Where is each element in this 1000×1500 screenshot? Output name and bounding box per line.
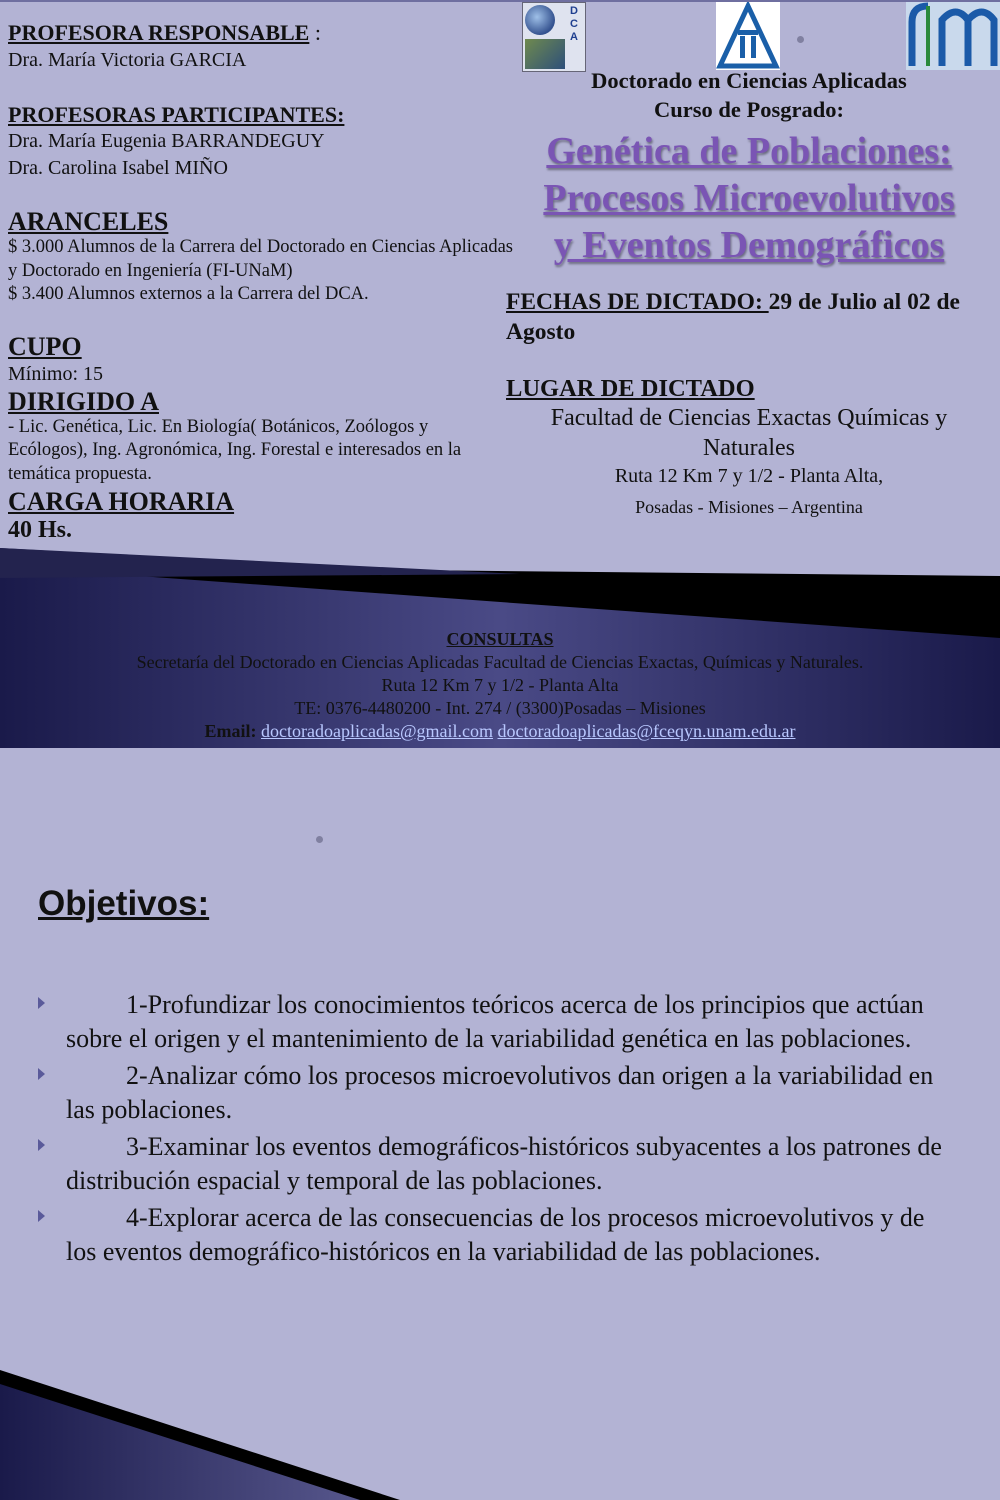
objetivo-text: 1-Profundizar los conocimientos teóricos acerca de los principios que actúan sobre el origen y el mantenimiento de la variabilidad genética en las poblaciones. [66,990,924,1053]
objetivo-item [38,1130,958,1197]
dca-logo-molecule [525,5,555,35]
participantes-title: PROFESORAS PARTICIPANTES: [8,102,345,127]
objetivo-text: 3-Examinar los eventos demográficos-históricos subyacentes a los patrones de distribución espacial y temporal de las poblaciones. [66,1132,942,1195]
aranceles-1: $ 3.000 Alumnos de la Carrera del Doctorado en Ciencias Aplicadas y Doctorado en Ingeniería (FI-UNaM) [8,237,514,281]
dca-logo-letters: D C A [570,5,578,43]
consultas-block [0,628,1000,743]
objetivo-item [38,1059,958,1126]
bullet-arrow-icon [38,1068,45,1080]
responsable-block [8,20,513,47]
participante-1: Dra. María Eugenia BARRANDEGUY [8,130,325,152]
dca-logo [522,2,586,72]
course-type: Curso de Posgrado: [654,97,844,122]
responsable-colon: : [309,20,321,45]
lugar-city: Posadas - Misiones – Argentina [635,497,863,517]
carga-title: CARGA HORARIA [8,487,235,516]
objetivo-item [38,1201,958,1268]
lugar-place: Facultad de Ciencias Exactas Químicas y Naturales [550,405,948,461]
objetivos-list [38,988,958,1272]
left-column [8,20,513,544]
objetivo-item [38,988,958,1055]
fechas [506,287,992,347]
fechas-label: FECHAS DE DICTADO: [506,289,769,315]
top-border [0,0,1000,2]
participante-2: Dra. Carolina Isabel MIÑO [8,157,228,179]
fi-logo [716,2,780,70]
bottom-swoosh [0,1370,1000,1500]
cupo-value: Mínimo: 15 [8,362,104,385]
course-title-line-1: Genética de Poblaciones: [546,130,952,172]
aranceles-2: $ 3.400 Alumnos externos a la Carrera del DCA. [8,284,369,304]
consultas-title: CONSULTAS [446,629,554,649]
dirigido-title: DIRIGIDO A [8,386,159,416]
objetivo-text: 2-Analizar cómo los procesos microevolutivos dan origen a la variabilidad en las poblaciones. [66,1061,934,1124]
dirigido-value: - Lic. Genética, Lic. En Biología( Botánicos, Zoólogos y Ecólogos), Ing. Agronómica, Ing. Forestal e interesados en la temática propuesta. [8,416,462,484]
fechas-value: 29 de Julio al 02 de Agosto [506,289,960,345]
email-label: Email: [204,721,262,741]
consultas-email-row [0,720,1000,743]
bullet-arrow-icon [38,1210,45,1222]
course-title [506,128,992,269]
responsable-name: Dra. María Victoria GARCIA [8,49,247,71]
responsable-title: PROFESORA RESPONSABLE [8,20,310,45]
lugar-address: Ruta 12 Km 7 y 1/2 - Planta Alta, [614,465,884,487]
program-name: Doctorado en Ciencias Aplicadas [591,68,907,93]
unam-logo [906,2,1000,70]
decorative-dot [797,36,804,43]
dca-logo-image [525,39,565,69]
unam-logo-emblem [906,2,1000,70]
fi-logo-emblem [716,2,780,70]
cupo-title: CUPO [8,331,82,361]
objetivos-title: Objetivos: [38,884,210,923]
consultas-line-2: Ruta 12 Km 7 y 1/2 - Planta Alta [381,675,619,695]
bullet-arrow-icon [38,1139,45,1151]
objetivo-text: 4-Explorar acerca de las consecuencias de los procesos microevolutivos y de los eventos demográfico-históricos en la variabilidad de las poblaciones. [66,1203,925,1266]
consultas-line-3: TE: 0376-4480200 - Int. 274 / (3300)Posadas – Misiones [294,698,706,718]
aranceles-title: ARANCELES [8,207,169,236]
email-link-fceqyn[interactable]: doctoradoaplicadas@fceqyn.unam.edu.ar [497,721,796,741]
right-column [506,66,992,524]
decorative-dot [316,836,323,843]
course-title-line-2: Procesos Microevolutivos [543,177,955,219]
bullet-arrow-icon [38,997,45,1009]
course-title-line-3: y Eventos Demográficos [553,224,945,266]
carga-value: 40 Hs. [8,517,73,543]
email-link-gmail[interactable]: doctoradoaplicadas@gmail.com [261,721,494,741]
lugar-title: LUGAR DE DICTADO [506,375,755,402]
consultas-line-1: Secretaría del Doctorado en Ciencias Aplicadas Facultad de Ciencias Exactas, Químicas y Naturales. [136,652,864,672]
